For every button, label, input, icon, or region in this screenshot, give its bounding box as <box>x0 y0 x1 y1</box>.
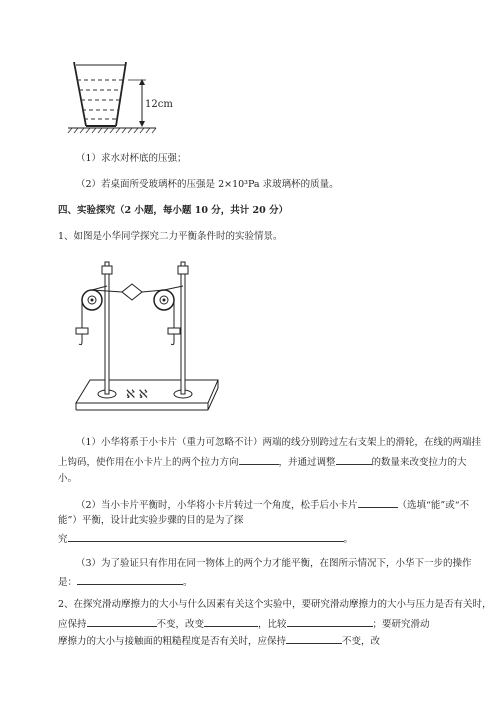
q2-text-e: 摩擦力的大小与接触面的粗糙程度是否有关时，应保持 <box>58 636 287 647</box>
q1-part2-line1 <box>76 497 469 512</box>
question-2-line3 <box>58 633 380 648</box>
q1-part3-line2 <box>58 574 193 589</box>
q2-text-a: 应保持 <box>58 619 87 630</box>
q1-part3-text-b: 。 <box>183 577 193 588</box>
section-title: 四、实验探究（2 小题，每小题 10 分，共计 20 分） <box>58 205 289 216</box>
answer-blank[interactable] <box>239 454 279 465</box>
question-2-line2 <box>58 616 430 631</box>
q2-text-d: ；要研究滑动 <box>372 619 430 630</box>
q1-part1-line2 <box>58 454 467 469</box>
q2-text-c: ，比较 <box>258 619 287 630</box>
answer-blank[interactable] <box>336 454 372 465</box>
answer-blank[interactable] <box>358 497 398 508</box>
beaker-figure <box>66 62 186 142</box>
question-2-line1: 2、在探究滑动摩擦力的大小与什么因素有关这个实验中，要研究滑动摩擦力的大小与压力是否有关时， <box>58 599 492 610</box>
q1-part3-line1: （3）为了验证只有作用在同一物体上的两个力才能平衡，在图所示情况下，小华下一步的操作 <box>76 558 472 569</box>
answer-blank[interactable] <box>68 531 344 542</box>
q1-part1-text-c: 的数量来改变拉力的大 <box>371 457 467 468</box>
sub-question-2: （2）若桌面所受玻璃杯的压强是 2×10³Pa 求玻璃杯的质量。 <box>76 179 339 190</box>
q1-part2-text-d: 。 <box>343 534 354 545</box>
sub-question-1: （1）求水对杯底的压强； <box>76 153 187 164</box>
q1-part3-text-a: 是： <box>58 577 78 588</box>
q1-part1-line3: 小。 <box>58 473 78 484</box>
q1-part2-text-b: （选填“能”或“不 <box>397 500 470 511</box>
answer-blank[interactable] <box>286 633 342 644</box>
q1-part2-text-c: 究 <box>58 534 68 545</box>
answer-blank[interactable] <box>77 574 183 585</box>
q1-part2-text-a: （2）当小卡片平衡时，小华将小卡片转过一个角度，松手后小卡片 <box>76 500 358 511</box>
q1-part2-line2: 能”）平衡，设计此实验步骤的目的是为了探 <box>58 515 244 526</box>
height-label: 12cm <box>145 99 173 110</box>
answer-blank[interactable] <box>87 616 157 627</box>
q1-part2-line3 <box>58 531 353 546</box>
answer-blank[interactable] <box>204 616 258 627</box>
answer-blank[interactable] <box>287 616 373 627</box>
q1-part1-line1: （1）小华将系于小卡片（重力可忽略不计）两端的线分别跨过左右支架上的滑轮，在线的两端挂 <box>76 437 482 448</box>
q1-part1-text-a: 上钩码，使作用在小卡片上的两个拉力方向 <box>58 457 239 468</box>
q2-text-b: 不变，改变 <box>156 619 205 630</box>
apparatus-figure <box>70 258 230 418</box>
q1-part1-text-b: ，并通过调整 <box>278 457 336 468</box>
question-1-intro: 1、如图是小华同学探究二力平衡条件时的实验情景。 <box>58 231 283 242</box>
q2-text-f: 不变，改 <box>342 636 381 647</box>
svg-text:ℵ ℵ: ℵ ℵ <box>126 387 148 401</box>
